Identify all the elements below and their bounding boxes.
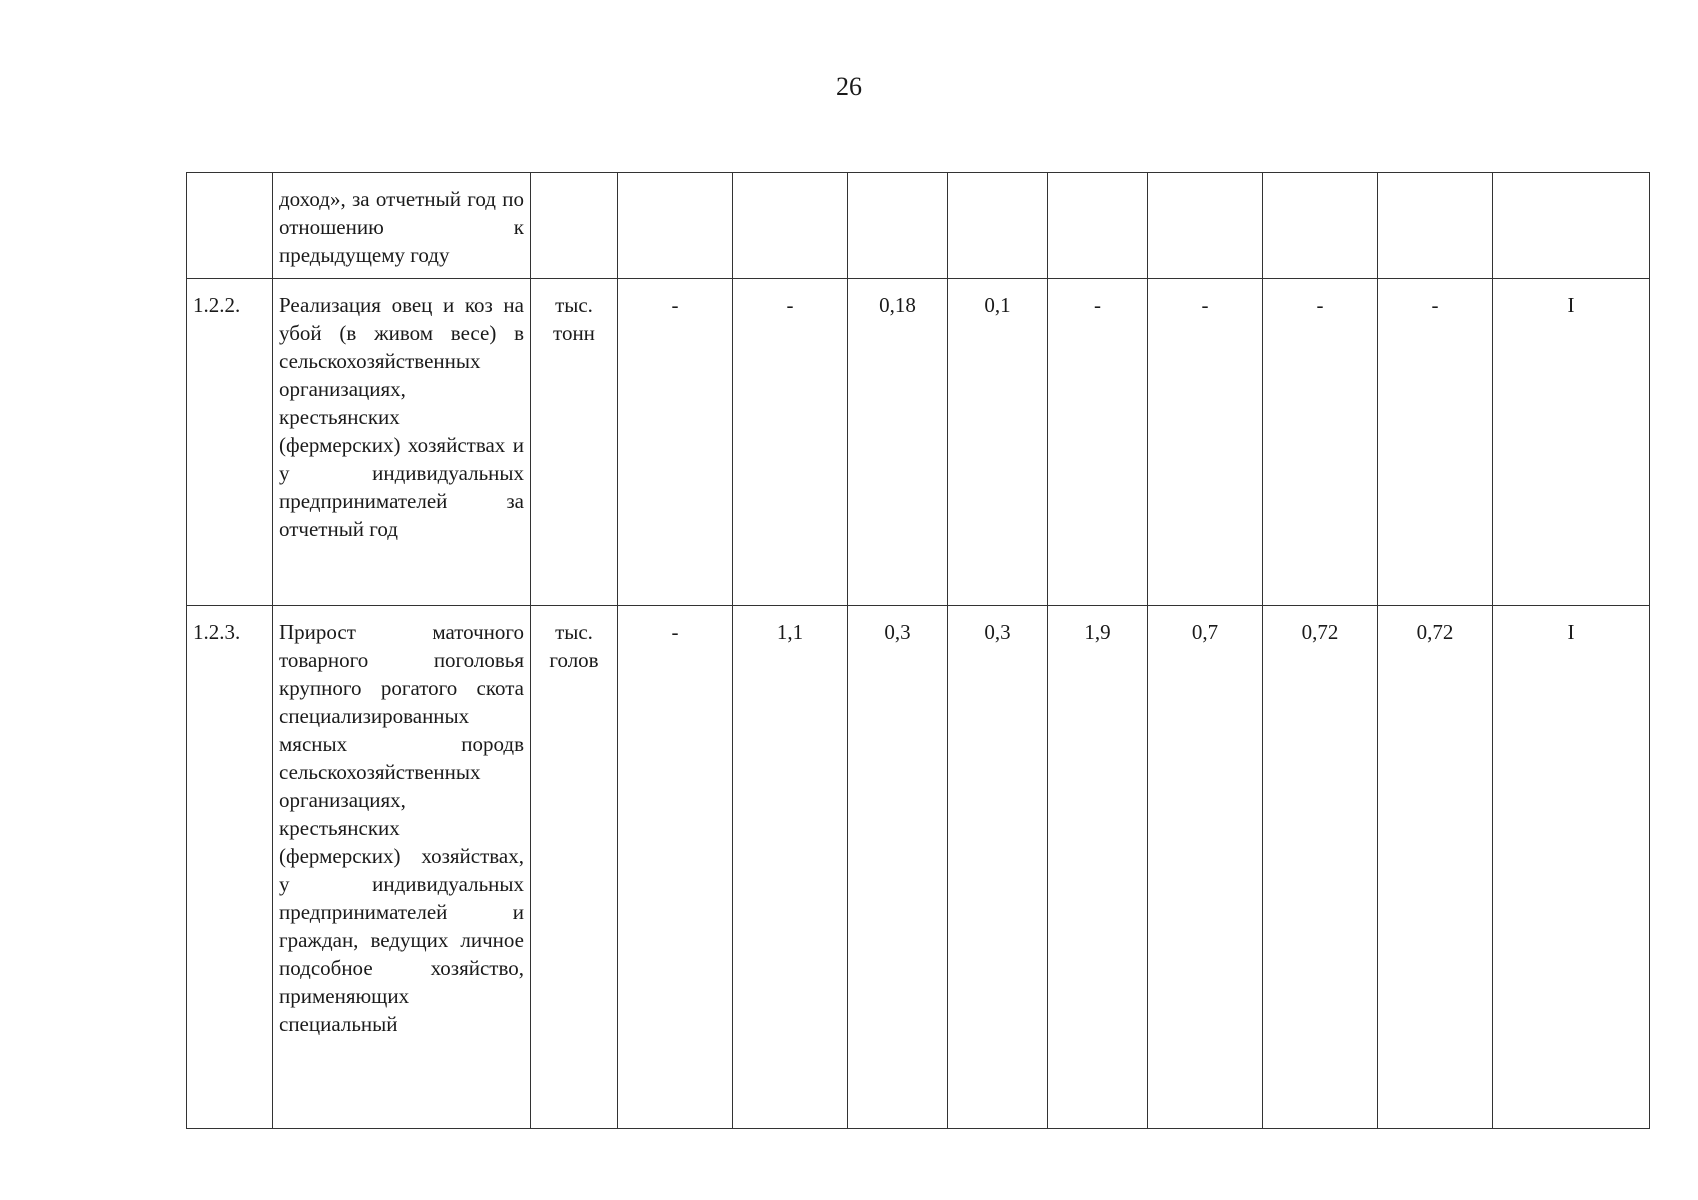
value-cell: -: [1048, 279, 1148, 606]
value-cell: I: [1493, 279, 1650, 606]
value-cell: -: [618, 279, 733, 606]
value-cell: 0,3: [848, 606, 948, 1129]
value-cell: [1378, 173, 1493, 279]
table-row: [187, 173, 1650, 279]
value-cell: [1048, 173, 1148, 279]
row-number-cell: [187, 173, 273, 279]
unit-cell: [531, 173, 618, 279]
value-cell: [618, 173, 733, 279]
unit-cell: тыс. голов: [531, 606, 618, 1129]
indicator-name-cell: Реализация овец и коз на убой (в живом весе) в сельскохозяйственных организациях, крестьянских (фермерских) хозяйствах и у индивидуальных предпринимателей за отчетный год: [273, 279, 531, 606]
value-cell: 0,72: [1263, 606, 1378, 1129]
unit-cell: тыс. тонн: [531, 279, 618, 606]
value-cell: 0,72: [1378, 606, 1493, 1129]
value-cell: -: [1148, 279, 1263, 606]
value-cell: [848, 173, 948, 279]
value-cell: 0,3: [948, 606, 1048, 1129]
table-row: [187, 606, 1650, 1129]
value-cell: [1493, 173, 1650, 279]
table-row: [187, 279, 1650, 606]
value-cell: -: [1263, 279, 1378, 606]
value-cell: I: [1493, 606, 1650, 1129]
value-cell: 0,7: [1148, 606, 1263, 1129]
value-cell: -: [1378, 279, 1493, 606]
value-cell: 0,18: [848, 279, 948, 606]
value-cell: [1263, 173, 1378, 279]
indicator-table: [186, 172, 1650, 1129]
value-cell: [733, 173, 848, 279]
value-cell: -: [618, 606, 733, 1129]
value-cell: 0,1: [948, 279, 1048, 606]
value-cell: [948, 173, 1048, 279]
row-number-cell: 1.2.3.: [187, 606, 273, 1129]
value-cell: 1,9: [1048, 606, 1148, 1129]
value-cell: -: [733, 279, 848, 606]
indicator-name-cell: доход», за отчетный год по отношению к предыдущему году: [273, 173, 531, 279]
indicator-name-cell: Прирост маточного товарного поголовья крупного рогатого скота специализированных мясных породв сельскохозяйственных организациях, крестьянских (фермерских) хозяйствах, у индивидуальных предпринимателей и граждан, ведущих личное подсобное хозяйство, применяющих специальный: [273, 606, 531, 1129]
value-cell: [1148, 173, 1263, 279]
value-cell: 1,1: [733, 606, 848, 1129]
row-number-cell: 1.2.2.: [187, 279, 273, 606]
page-number: 26: [836, 72, 862, 101]
